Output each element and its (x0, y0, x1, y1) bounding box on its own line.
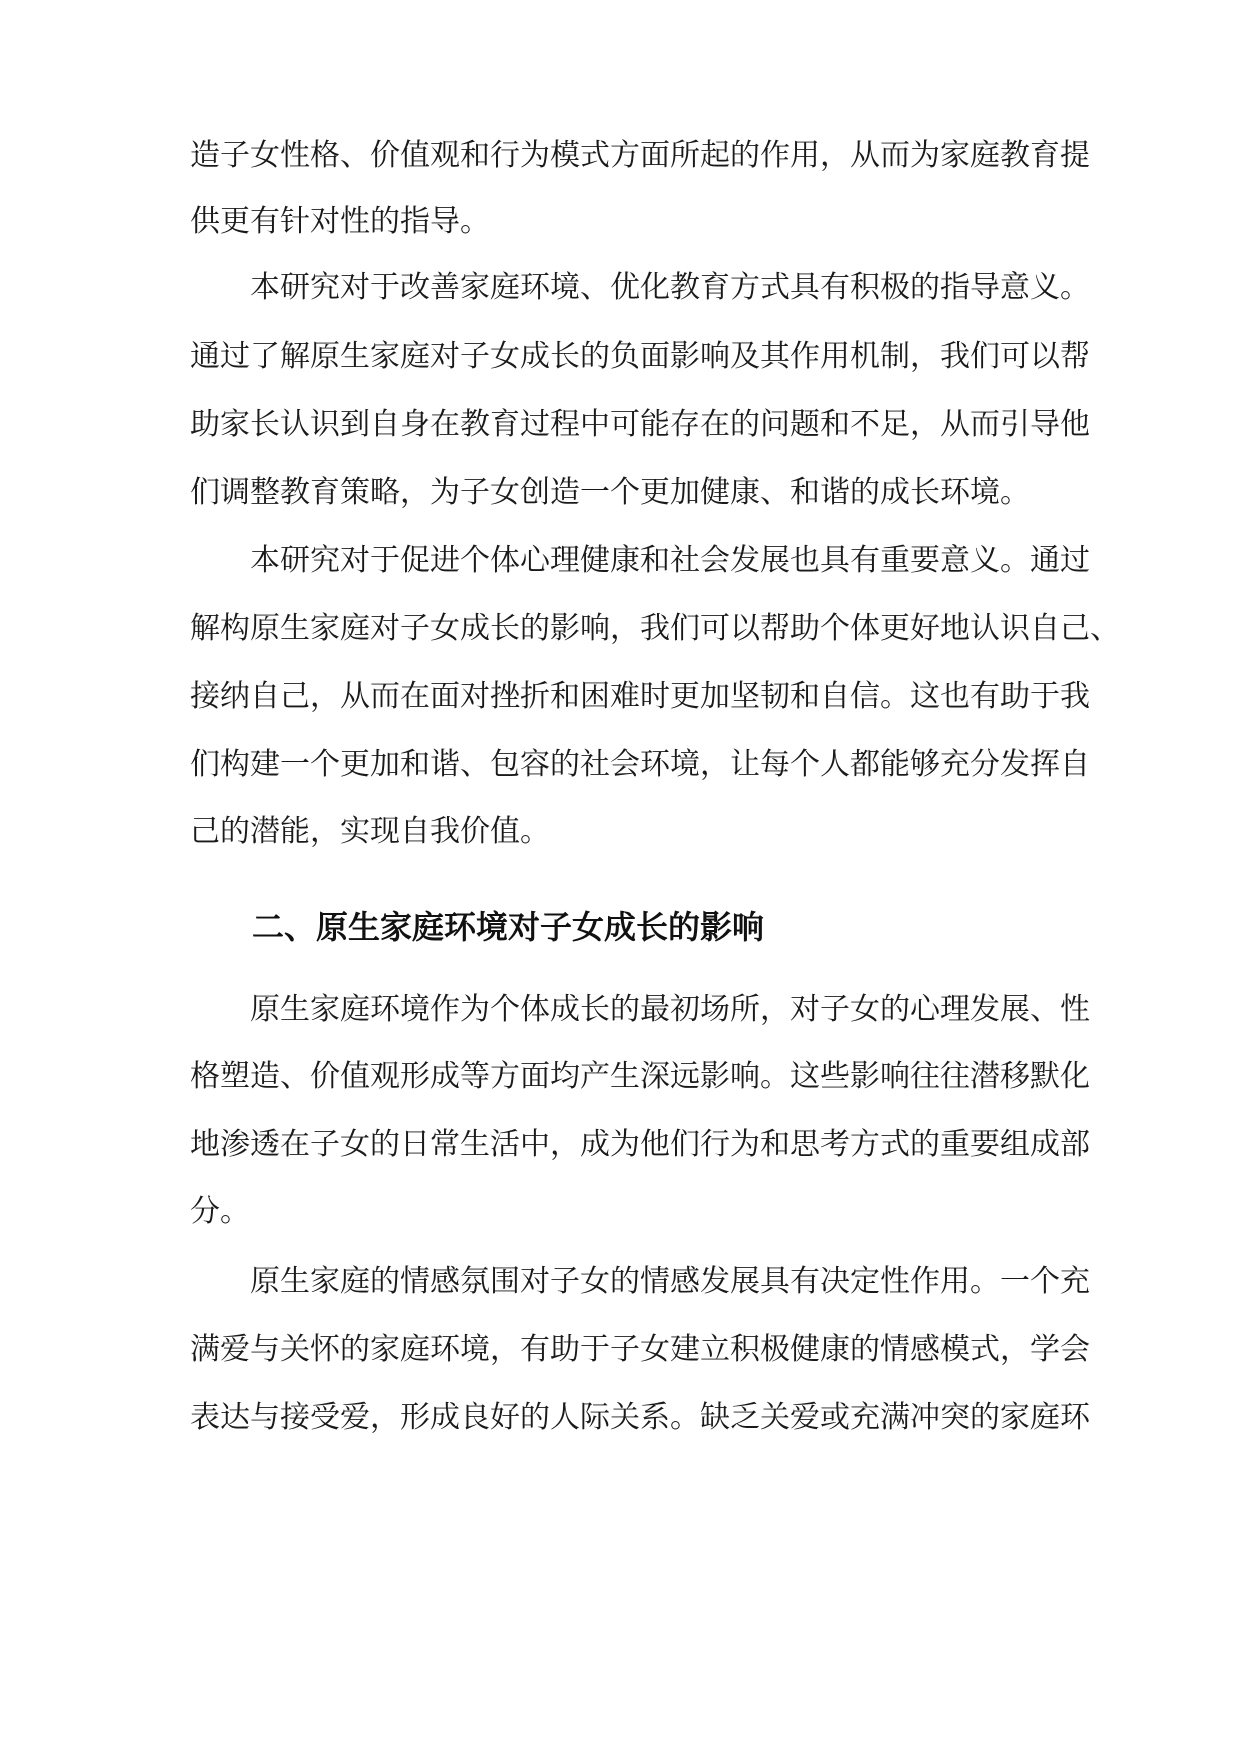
text-line: 助家长认识到自身在教育过程中可能存在的问题和不足，从而引导他 (190, 407, 1090, 442)
section-heading: 二、原生家庭环境对子女成长的影响 (252, 908, 765, 946)
text-line: 己的潜能，实现自我价值。 (190, 814, 550, 849)
text-line: 原生家庭的情感氛围对子女的情感发展具有决定性作用。一个充 (190, 1264, 1090, 1299)
text-line: 表达与接受爱，形成良好的人际关系。缺乏关爱或充满冲突的家庭环 (190, 1400, 1090, 1435)
text-line: 分。 (190, 1194, 250, 1229)
text-line: 本研究对于促进个体心理健康和社会发展也具有重要意义。通过 (190, 543, 1090, 578)
text-line: 们构建一个更加和谐、包容的社会环境，让每个人都能够充分发挥自 (190, 747, 1090, 782)
text-line: 原生家庭环境作为个体成长的最初场所，对子女的心理发展、性 (190, 992, 1090, 1027)
text-line: 接纳自己，从而在面对挫折和困难时更加坚韧和自信。这也有助于我 (190, 679, 1090, 714)
text-line: 地渗透在子女的日常生活中，成为他们行为和思考方式的重要组成部 (190, 1127, 1090, 1162)
text-line: 供更有针对性的指导。 (190, 204, 490, 239)
text-line: 格塑造、价值观形成等方面均产生深远影响。这些影响往往潜移默化 (190, 1059, 1090, 1094)
text-line: 解构原生家庭对子女成长的影响，我们可以帮助个体更好地认识自己、 (190, 611, 1120, 646)
text-line: 通过了解原生家庭对子女成长的负面影响及其作用机制，我们可以帮 (190, 339, 1090, 374)
text-line: 满爱与关怀的家庭环境，有助于子女建立积极健康的情感模式，学会 (190, 1332, 1090, 1367)
text-line: 们调整教育策略，为子女创造一个更加健康、和谐的成长环境。 (190, 475, 1030, 510)
text-line: 造子女性格、价值观和行为模式方面所起的作用，从而为家庭教育提 (190, 138, 1090, 173)
text-line: 本研究对于改善家庭环境、优化教育方式具有积极的指导意义。 (190, 270, 1090, 305)
